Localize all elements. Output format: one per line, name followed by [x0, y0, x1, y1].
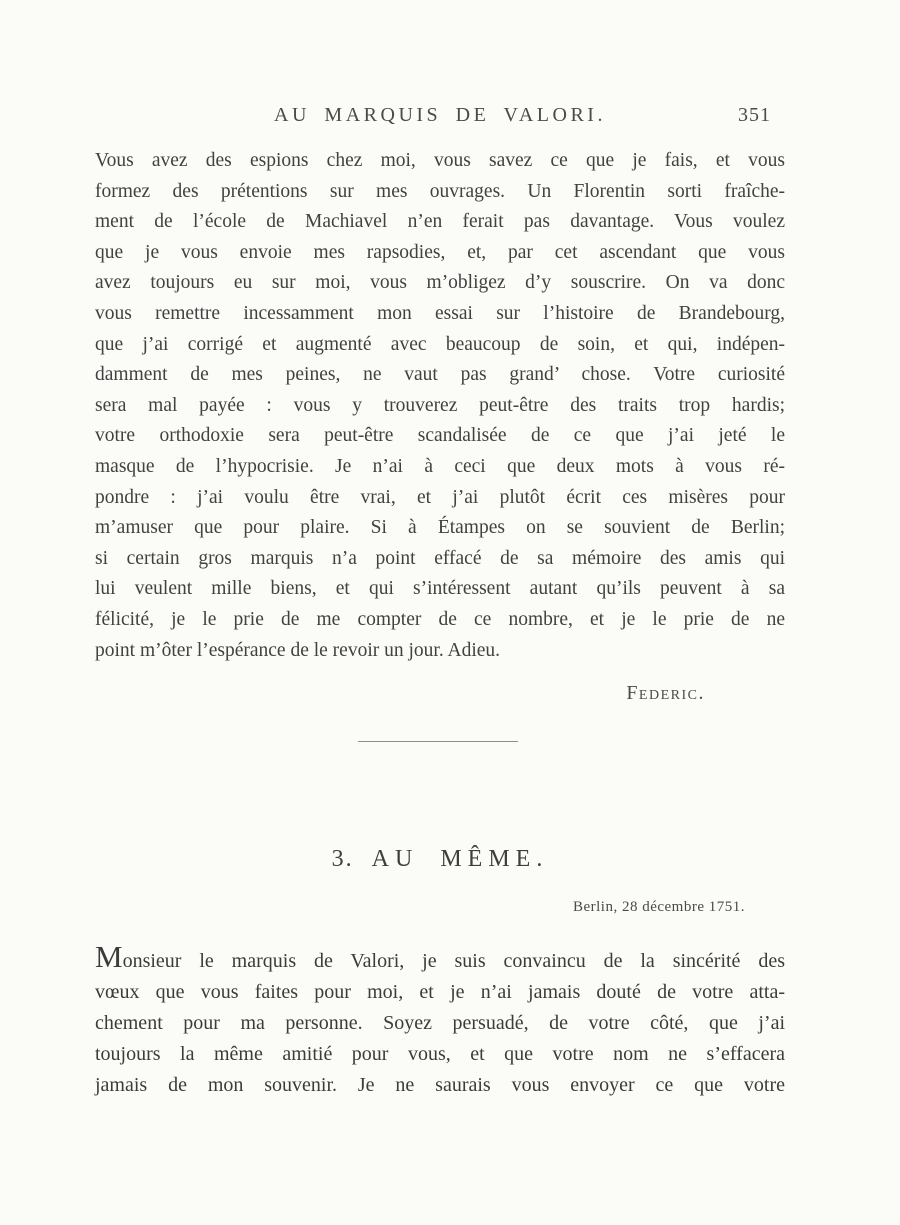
text-line: si certain gros marquis n’a point effacé de sa mémoire des amis qui — [95, 547, 785, 569]
text-line: formez des prétentions sur mes ouvrages. Un Florentin sorti fraîche- — [95, 180, 785, 202]
text-line-rest: onsieur le marquis de Valori, je suis convaincu de la sincérité des — [122, 950, 785, 972]
page-number: 351 — [738, 104, 771, 126]
text-line — [95, 941, 785, 977]
text-line: m’amuser que pour plaire. Si à Étampes on se souvient de Berlin; — [95, 517, 785, 539]
text-line: avez toujours eu sur moi, vous m’obligez d’y souscrire. On va donc — [95, 272, 785, 294]
running-head — [95, 104, 785, 134]
text-line: damment de mes peines, ne vaut pas grand’ chose. Votre curiosité — [95, 364, 785, 386]
text-line: chement pour ma personne. Soyez persuadé, de votre côté, que j’ai — [95, 1012, 785, 1034]
text-line: toujours la même amitié pour vous, et que votre nom ne s’effacera — [95, 1043, 785, 1065]
text-line: lui veulent mille biens, et qui s’intéressent autant qu’ils peuvent à sa — [95, 578, 785, 600]
text-line: vœux que vous faites pour moi, et je n’ai jamais douté de votre atta- — [95, 981, 785, 1003]
text-line: jamais de mon souvenir. Je ne saurais vous envoyer ce que votre — [95, 1074, 785, 1096]
section-number: 3. — [331, 846, 354, 872]
text-line: que je vous envoie mes rapsodies, et, par cet ascendant que vous — [95, 241, 785, 263]
text-line: sera mal payée : vous y trouverez peut-être des traits trop hardis; — [95, 394, 785, 416]
letter-2-body — [95, 941, 785, 1101]
text-line: masque de l’hypocrisie. Je n’ai à ceci que deux mots à vous ré- — [95, 455, 785, 477]
text-line: point m’ôter l’espérance de le revoir un jour. Adieu. — [95, 639, 501, 661]
section-divider-rule — [358, 741, 518, 742]
running-head-title: AU MARQUIS DE VALORI. — [274, 104, 606, 126]
letter-1-body — [95, 146, 785, 666]
text-line: vous remettre incessamment mon essai sur l’histoire de Brandebourg, — [95, 302, 785, 324]
section-heading — [95, 846, 785, 873]
text-line: félicité, je le prie de me compter de ce nombre, et je le prie de ne — [95, 608, 785, 630]
text-line: ment de l’école de Machiavel n’en ferait pas davantage. Vous voulez — [95, 211, 785, 233]
letter-signature: Federic. — [626, 682, 705, 704]
letter-dateline: Berlin, 28 décembre 1751. — [572, 899, 745, 915]
section-title: AU MÊME. — [371, 846, 549, 872]
text-line: votre orthodoxie sera peut-être scandalisée de ce que j’ai jeté le — [95, 425, 785, 447]
text-line: pondre : j’ai voulu être vrai, et j’ai plutôt écrit ces misères pour — [95, 486, 785, 508]
text-line: que j’ai corrigé et augmenté avec beaucoup de soin, et qui, indépen- — [95, 333, 785, 355]
text-line: Vous avez des espions chez moi, vous savez ce que je fais, et vous — [95, 150, 785, 171]
drop-initial: M — [95, 939, 123, 974]
